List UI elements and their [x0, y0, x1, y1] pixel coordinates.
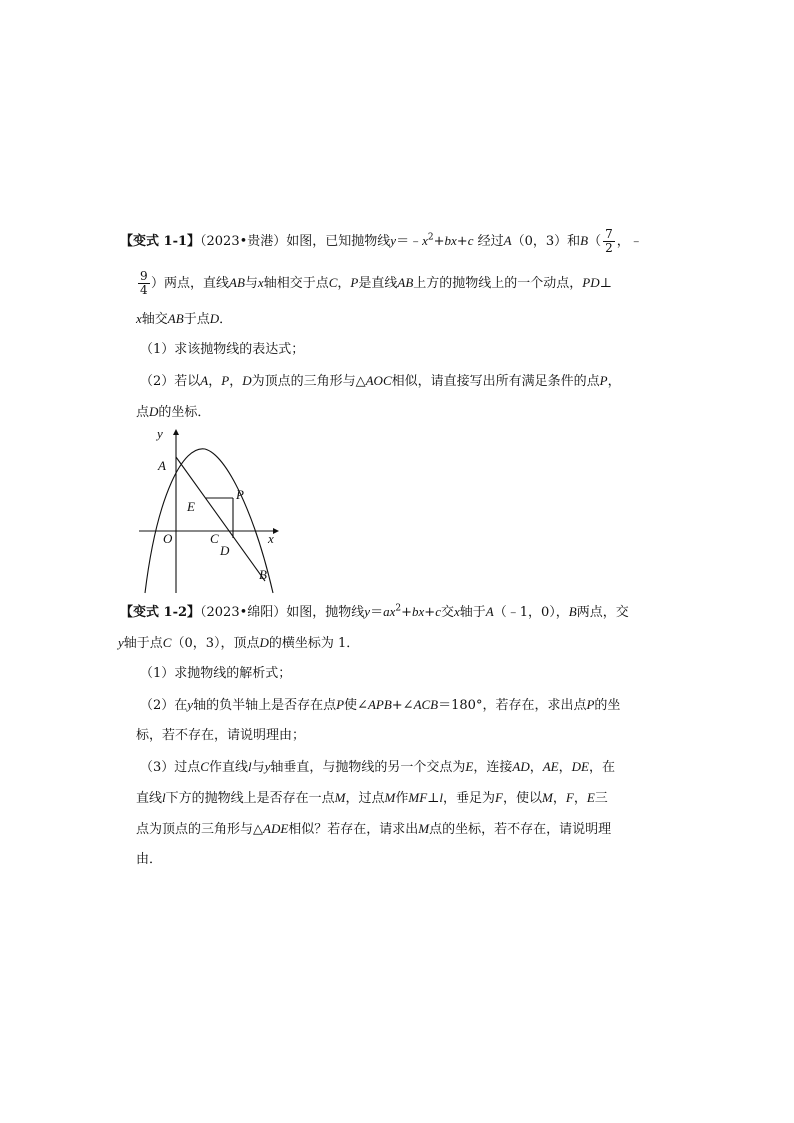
label-y: y [157, 426, 163, 441]
problem-1-1-question-2-cont: 点D的坐标． [136, 404, 211, 420]
problem-1-2-question-2: （2）在y轴的负半轴上是否存在点P使∠APB+∠ACB＝180°，若存在，求出点P的坐 [140, 697, 621, 713]
label-d: D [220, 543, 230, 558]
x-axis-arrow [273, 528, 279, 534]
label-c: C [210, 531, 219, 546]
label-x: x [268, 531, 274, 546]
fraction-9-4: $\frac{9}{4}$ [140, 269, 148, 297]
label-a: A [158, 458, 166, 473]
label-e: E [187, 499, 195, 514]
problem-1-1-line-3: x轴交AB于点D． [136, 311, 233, 327]
problem-1-2-question-3-line-4: 由． [136, 852, 163, 867]
problem-1-1-question-2: （2）若以A，P，D为顶点的三角形与△AOC相似，请直接写出所有满足条件的点P， [140, 373, 621, 389]
problem-1-2-question-1: （1）求抛物线的解析式； [140, 666, 292, 681]
label-p: P [236, 487, 244, 502]
problem-1-1-line-2: ）两点，直线AB与x轴相交于点C，P是直线AB上方的抛物线上的一个动点，PD⊥ [151, 275, 612, 291]
fraction-7-2: $\frac{7}{2}$ [605, 227, 613, 255]
problem-1-1-question-1: （1）求该抛物线的表达式； [140, 342, 305, 357]
problem-1-2-line-2: y轴于点C（0，3），顶点D的横坐标为 1． [118, 635, 360, 651]
y-axis-arrow [173, 429, 179, 435]
problem-tag: 【变式 1-1】 [120, 234, 201, 249]
label-b: B [259, 567, 267, 582]
label-o: O [163, 531, 173, 546]
problem-1-2-question-3-line-3: 点为顶点的三角形与△ADE相似？若存在，请求出M点的坐标，若不存在，请说明理 [136, 821, 612, 837]
problem-1-1-line-1: 【变式 1-1】（2023•贵港）如图，已知抛物线$y=﹣x^2+bx+c$ 经过A（0，3）和B（ $\frac{7}{2}$ ，﹣ [120, 227, 643, 255]
problem-tag: 【变式 1-2】 [120, 605, 201, 620]
parabola-figure [135, 425, 285, 595]
problem-1-2-question-3-line-2: 直线l下方的抛物线上是否存在一点M，过点M作MF⊥l，垂足为F，使以M，F，E三 [136, 790, 608, 806]
problem-1-2-question-2-cont: 标，若不存在，请说明理由； [136, 728, 306, 743]
problem-1-2-question-3: （3）过点C作直线l与y轴垂直，与抛物线的另一个交点为E，连接AD，AE，DE，在 [140, 759, 615, 775]
problem-1-2-line-1: 【变式 1-2】（2023•绵阳）如图，抛物线$y=ax^2+bx+c$交x轴于A（﹣1，0），B两点，交 [120, 603, 629, 620]
